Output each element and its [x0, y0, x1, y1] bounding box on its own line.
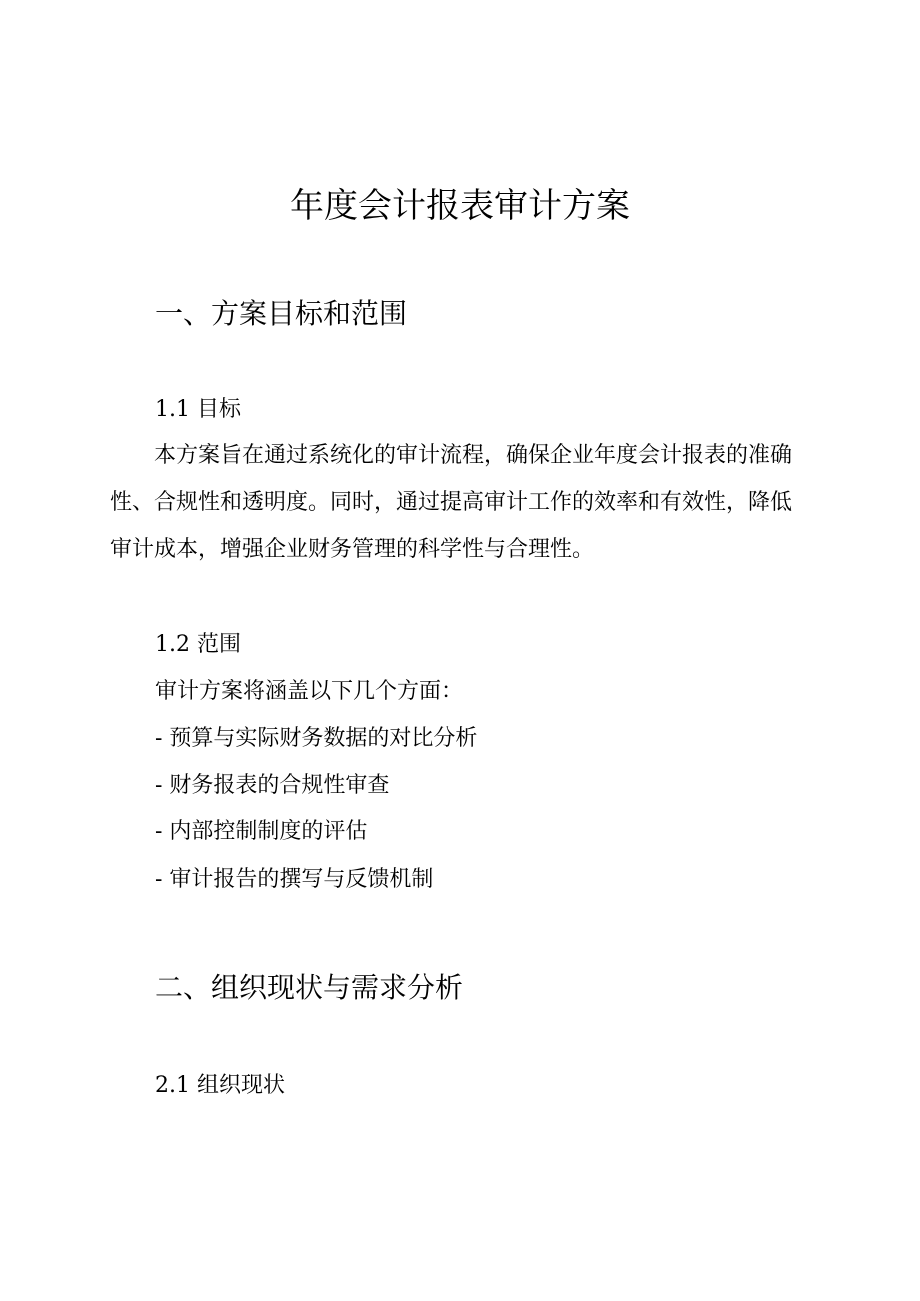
subsection-heading-2-1: 2.1 组织现状: [155, 1073, 285, 1098]
list-item: - 财务报表的合规性审查: [155, 773, 390, 798]
list-item: - 预算与实际财务数据的对比分析: [155, 726, 478, 751]
subsection-heading-1-2: 1.2 范围: [155, 632, 241, 657]
document-title: 年度会计报表审计方案: [290, 186, 630, 226]
section-heading-2: 二、组织现状与需求分析: [155, 971, 464, 1004]
scope-intro: 审计方案将涵盖以下几个方面：: [155, 679, 464, 704]
paragraph-goal: 本方案旨在通过系统化的审计流程，确保企业年度会计报表的准确性、合规性和透明度。同时，通过提高审计工作的效率和有效性，降低审计成本，增强企业财务管理的科学性与合理性。: [110, 443, 793, 562]
section-heading-1: 一、方案目标和范围: [155, 297, 408, 330]
list-item: - 内部控制制度的评估: [155, 819, 368, 844]
list-item: - 审计报告的撰写与反馈机制: [155, 867, 434, 892]
subsection-heading-1-1: 1.1 目标: [155, 397, 241, 422]
